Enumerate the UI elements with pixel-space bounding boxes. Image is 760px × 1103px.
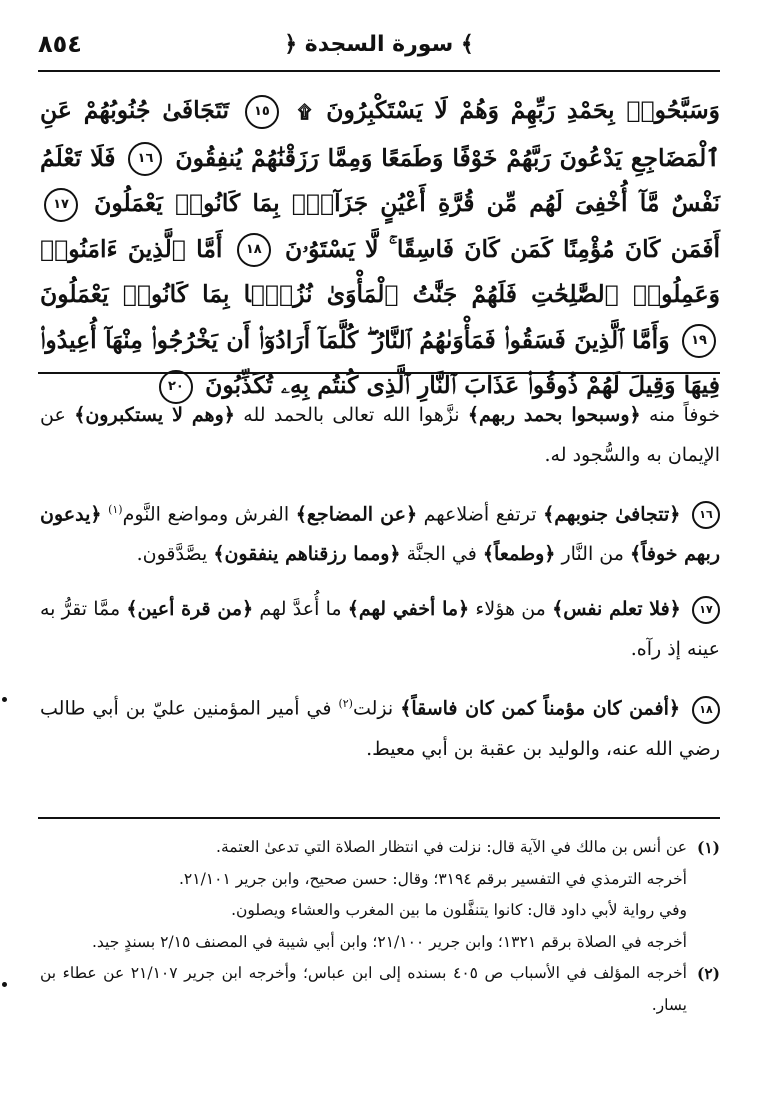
footnote-body [40, 832, 687, 958]
ayah-18-text: أَفَمَن كَانَ مُؤْمِنًا كَمَن كَانَ فَاسِقًا ۚ لَّا يَسْتَوُۥنَ [285, 234, 720, 263]
ayah-20-text: وَأَمَّا ٱلَّذِينَ فَسَقُوا۟ فَمَأْوَىٰهُمُ ٱلنَّارُ ۖ كُلَّمَآ أَرَادُوٓا۟ أَن يَخْرُجُوا۟ مِنْهَآ أُعِيدُوا۟ فِيهَا وَقِيلَ لَهُمْ ذُوقُوا۟ عَذَابَ ٱلنَّارِ ٱلَّذِى كُنتُم بِهِۦ تُكَذِّبُونَ [40, 325, 720, 399]
quran-quote: ﴿عن المضاجع﴾ [295, 503, 418, 526]
footnote-reference[interactable]: (٢) [338, 697, 353, 711]
footnote-line: أخرجه المؤلف في الأسباب ص ٤٠٥ بسنده إلى ابن عباس؛ وأخرجه ابن جرير ٢١/١٠٧ عن عطاء بن يسار. [40, 964, 687, 1014]
sajdah-icon: ۩ [297, 102, 312, 123]
commentary-ayah-15 [40, 395, 720, 475]
footnote-number: (١) [696, 838, 720, 857]
quran-text-block [40, 88, 720, 409]
ayah-15-text: وَسَبَّحُوا۟ بِحَمْدِ رَبِّهِمْ وَهُمْ لَا يَسْتَكْبِرُونَ [326, 96, 721, 124]
scan-mark [2, 697, 7, 702]
footnote-line: عن أنس بن مالك في الآية قال: نزلت في انتظار الصلاة التي تدعىٰ العتمة. [216, 838, 687, 856]
footnotes-block [40, 832, 720, 1021]
page-header [38, 30, 720, 64]
commentary-text: الفرش ومواضع النَّوم [122, 503, 290, 526]
ayah-16-text: تَتَجَافَىٰ جُنُوبُهُمْ عَنِ ٱلْمَضَاجِعِ يَدْعُونَ رَبَّهُمْ خَوْفًا وَطَمَعًا وَمِمَّا رَزَقْنَٰهُمْ يُنفِقُونَ [40, 96, 720, 172]
quran-quote: ﴿ومما رزقناهم ينفقون﴾ [213, 543, 401, 566]
ayah-number-16: ١٦ [128, 142, 162, 176]
commentary-text: من هؤلاء [475, 598, 546, 621]
quran-quote: ﴿فلا تعلم نفس﴾ [552, 598, 681, 621]
footnote-body [40, 958, 687, 1021]
ayah-number-15: ١٥ [245, 95, 279, 129]
quran-quote: ﴿تتجافىٰ جنوبهم﴾ [543, 503, 681, 526]
header-divider [38, 70, 720, 72]
footnote-divider [38, 817, 720, 819]
commentary-text: خوفاً منه [649, 404, 720, 426]
quran-quote: ﴿وسبحوا بحمد ربهم﴾ [467, 404, 641, 426]
ayah-19-text: أَمَّا ٱلَّذِينَ ءَامَنُوا۟ وَعَمِلُوا۟ ٱلصَّٰلِحَٰتِ فَلَهُمْ جَنَّٰتُ ٱلْمَأْوَىٰ نُزُلًۢا بِمَا كَانُوا۟ يَعْمَلُونَ [40, 234, 720, 308]
commentary-text: في أمير المؤمنين عليّ بن أبي طالب رضي الله عنه، والوليد بن عقبة بن أبي معيط. [40, 697, 720, 760]
commentary-text: ممَّا تقرُّ به عينه إذ رآه. [40, 598, 720, 661]
ayah-number-20: ٢٠ [159, 370, 193, 404]
commentary-text: من النَّار [561, 543, 624, 566]
footnote-1 [40, 832, 720, 958]
commentary-text: نزَّهوا الله تعالى بالحمد لله [243, 404, 460, 426]
commentary-text: نزلت [352, 697, 394, 720]
surah-title: ﴿ سورة السجدة ﴾ [284, 32, 474, 57]
ayah-number-19: ١٩ [682, 324, 716, 358]
page-number: ٨٥٤ [38, 30, 82, 58]
quran-divider [38, 372, 720, 374]
commentary-ayah-17 [40, 589, 720, 669]
quran-quote: ﴿وهم لا يستكبرون﴾ [74, 404, 235, 426]
ayah-number-17: ١٧ [44, 188, 78, 222]
quran-quote: ﴿ما أخفي لهم﴾ [347, 598, 470, 621]
footnote-2 [40, 958, 720, 1021]
quran-quote: ﴿أفمن كان مؤمناً كمن كان فاسقاً﴾ [400, 697, 681, 720]
ayah-number-marker: ١٧ [692, 596, 720, 624]
footnote-number: (٢) [696, 964, 720, 983]
commentary-text: يصَّدَّقون. [136, 543, 208, 566]
footnote-line: وفي رواية لأبي داود قال: كانوا يتنفَّلون ما بين المغرب والعشاء ويصلون. [231, 901, 687, 919]
footnote-line: أخرجه الترمذي في التفسير برقم ٣١٩٤؛ وقال: حسن صحيح، وابن جرير ٢١/١٠١. [178, 869, 687, 888]
commentary-ayah-16 [40, 490, 720, 574]
ayah-number-18: ١٨ [237, 233, 271, 267]
commentary-block [40, 395, 720, 784]
commentary-ayah-18 [40, 684, 720, 768]
commentary-text: في الجنَّة [406, 543, 477, 566]
commentary-text: عن الإيمان به والسُّجود له. [40, 404, 720, 466]
quran-quote: ﴿يدعون ربهم خوفاً﴾ [40, 503, 720, 566]
quran-quote: ﴿من قرة أعين﴾ [126, 598, 254, 621]
footnote-line: أخرجه في الصلاة برقم ١٣٢١؛ وابن جرير ٢١/١٠٠؛ وابن أبي شيبة في المصنف ٢/١٥ بسندٍ جيد. [91, 932, 687, 951]
quran-quote: ﴿وطمعاً﴾ [482, 543, 556, 566]
scan-mark [2, 982, 7, 987]
ayah-number-marker: ١٨ [692, 696, 720, 724]
commentary-text: ما أُعدَّ لهم [259, 598, 342, 621]
footnote-reference[interactable]: (١) [108, 503, 123, 516]
commentary-text: ترتفع أضلاعهم [423, 503, 537, 526]
ayah-17-text: فَلَا تَعْلَمُ نَفْسٌ مَّآ أُخْفِىَ لَهُم مِّن قُرَّةِ أَعْيُنٍ جَزَآءًۢ بِمَا كَانُوا۟ يَعْمَلُونَ [40, 143, 720, 217]
ayah-number-marker: ١٦ [692, 501, 720, 529]
